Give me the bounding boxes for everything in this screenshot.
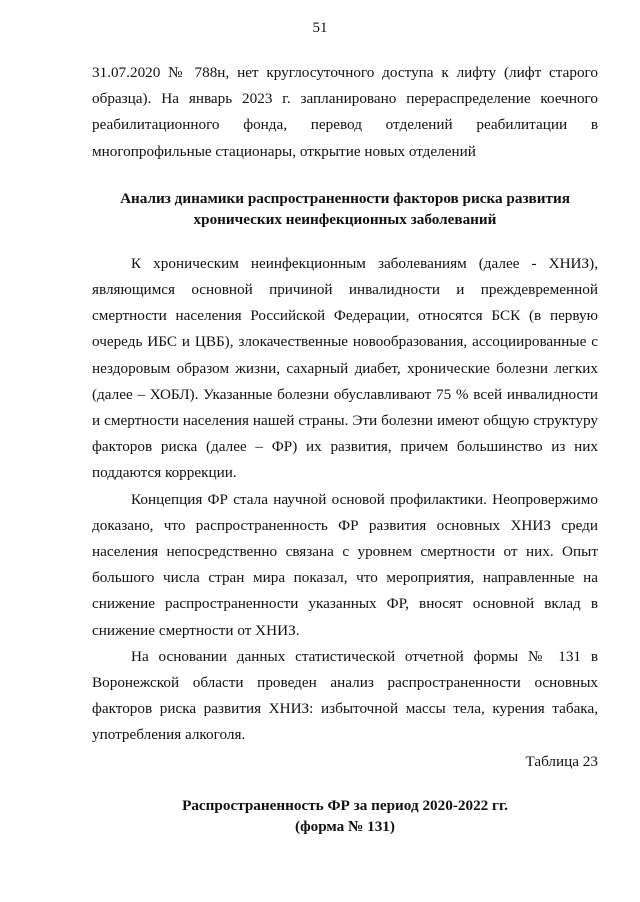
section-heading (92, 188, 598, 230)
page-content (92, 60, 598, 837)
paragraph-risk-factor-concept: Концепция ФР стала научной основой профилактики. Неопровержимо доказано, что распространенность ФР развития основных ХНИЗ среди населения непосредственно связана с уровнем смертности от них. Опыт большого числа стран мира показал, что мероприятия, направленные на снижение распространенности указанных ФР, вносят основной вклад в снижение смертности от ХНИЗ. (92, 490, 598, 639)
table-title (92, 795, 598, 837)
table-label: Таблица 23 (525, 752, 598, 770)
table-title-line-2: (форма № 131) (295, 817, 395, 835)
section-heading-line-2: хронических неинфекционных заболеваний (193, 210, 497, 228)
table-title-line-1: Распространенность ФР за период 2020-2022 гг. (182, 796, 508, 814)
paragraph-chronic-diseases: К хроническим неинфекционным заболеваниям (далее - ХНИЗ), являющимся основной причиной инвалидности и преждевременной смертности населения Российской Федерации, относятся БСК (в первую очередь ИБС и ЦВБ), злокачественные новообразования, ассоциированные с нездоровым образом жизни, сахарный диабет, хронические болезни легких (далее – ХОБЛ). Указанные болезни обуславливают 75 % всей инвалидности и смертности населения нашей страны. Эти болезни имеют общую структуру факторов риска (далее – ФР) их развития, причем большинство из них поддаются коррекции. (92, 254, 598, 482)
page-number: 51 (312, 20, 328, 36)
paragraph-continued: 31.07.2020 № 788н, нет круглосуточного доступа к лифту (лифт старого образца). На январь 2023 г. запланировано перераспределение коечного реабилитационного фонда, перевод отделений реабилитации в многопрофильные стационары, открытие новых отделений (92, 64, 598, 160)
paragraph-statistical-analysis: На основании данных статистической отчетной формы № 131 в Воронежской области проведен анализ распространенности основных факторов риска развития ХНИЗ: избыточной массы тела, курения табака, употребления алкоголя. (92, 647, 598, 744)
section-heading-line-1: Анализ динамики распространенности факторов риска развития (120, 189, 570, 207)
